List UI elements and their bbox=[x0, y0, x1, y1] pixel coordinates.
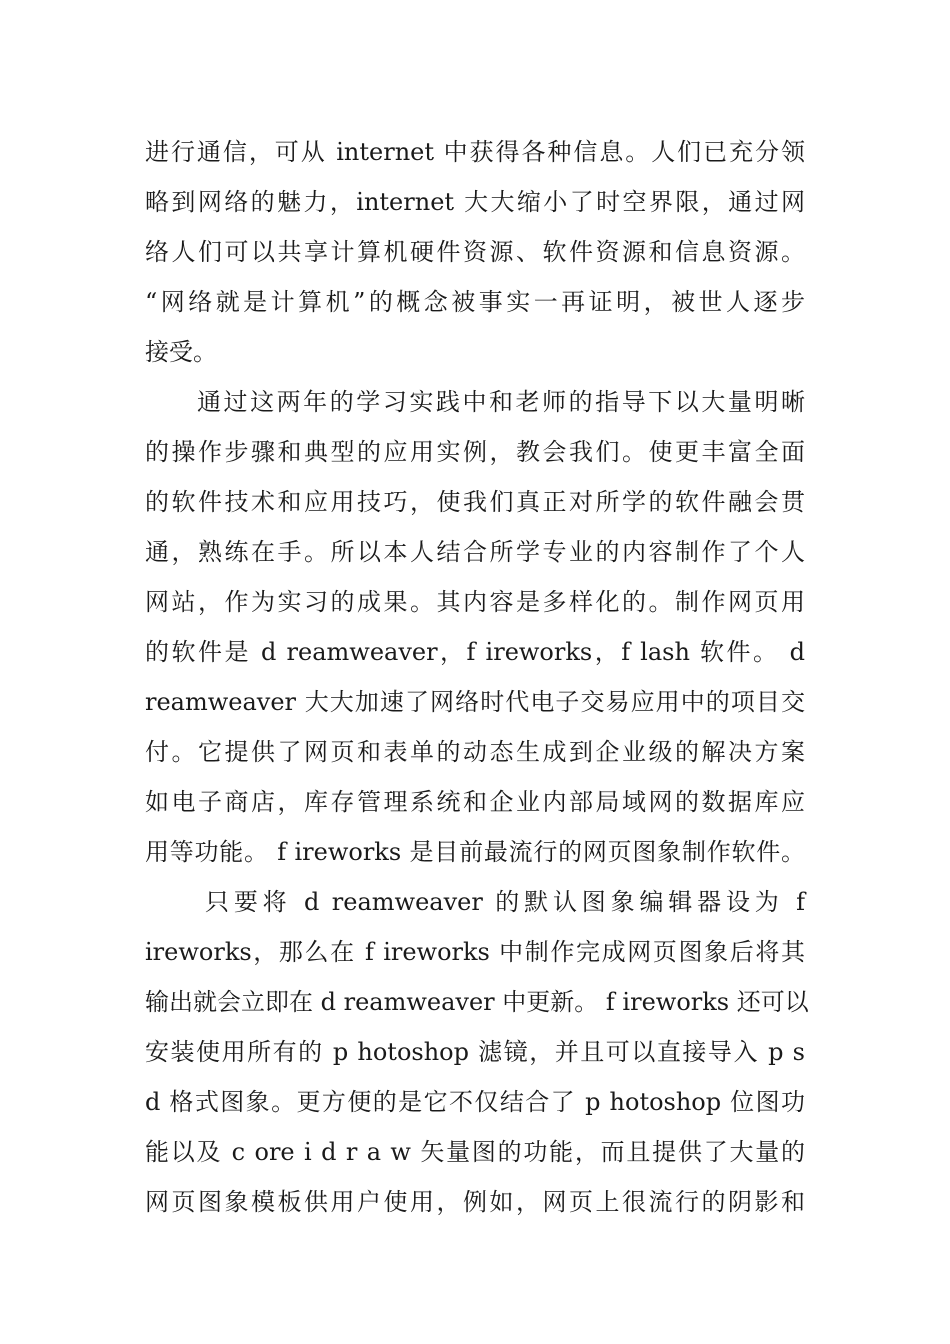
text-line: reamweaver 大大加速了网络时代电子交易应用中的项目交 bbox=[145, 688, 805, 716]
text-line: 略到网络的魅力，internet 大大缩小了时空界限，通过网 bbox=[145, 188, 805, 216]
text-line: 接受。 bbox=[145, 338, 217, 366]
text-line: 通，熟练在手。所以本人结合所学专业的内容制作了个人 bbox=[145, 538, 805, 566]
text-line: 付。它提供了网页和表单的动态生成到企业级的解决方案 bbox=[145, 738, 805, 766]
text-line: 的操作步骤和典型的应用实例，教会我们。使更丰富全面 bbox=[145, 438, 805, 466]
text-line: 用等功能。 f ireworks 是目前最流行的网页图象制作软件。 bbox=[145, 838, 805, 866]
paragraph-first-line: 只要将 d reamweaver 的默认图象编辑器设为 f bbox=[205, 888, 805, 916]
paragraph-first-line: 通过这两年的学习实践中和老师的指导下以大量明晰 bbox=[197, 388, 805, 416]
text-line: 能以及 c ore i d r a w 矢量图的功能，而且提供了大量的 bbox=[145, 1138, 805, 1166]
text-line: 网页图象模板供用户使用，例如，网页上很流行的阴影和 bbox=[145, 1188, 805, 1216]
text-line: 如电子商店，库存管理系统和企业内部局域网的数据库应 bbox=[145, 788, 805, 816]
text-line: 的软件技术和应用技巧，使我们真正对所学的软件融会贯 bbox=[145, 488, 805, 516]
text-line: 的软件是 d reamweaver，f ireworks，f lash 软件。 d bbox=[145, 638, 805, 666]
text-line: ireworks，那么在 f ireworks 中制作完成网页图象后将其 bbox=[145, 938, 805, 966]
text-line: 安装使用所有的 p hotoshop 滤镜，并且可以直接导入 p s bbox=[145, 1038, 805, 1066]
text-line: d 格式图象。更方便的是它不仅结合了 p hotoshop 位图功 bbox=[145, 1088, 805, 1116]
text-line: “网络就是计算机”的概念被事实一再证明，被世人逐步 bbox=[145, 288, 805, 316]
text-line: 进行通信，可从 internet 中获得各种信息。人们已充分领 bbox=[145, 138, 805, 166]
text-line: 输出就会立即在 d reamweaver 中更新。 f ireworks 还可以 bbox=[145, 988, 809, 1016]
text-line: 网站，作为实习的成果。其内容是多样化的。制作网页用 bbox=[145, 588, 805, 616]
text-line: 络人们可以共享计算机硬件资源、软件资源和信息资源。 bbox=[145, 238, 805, 266]
